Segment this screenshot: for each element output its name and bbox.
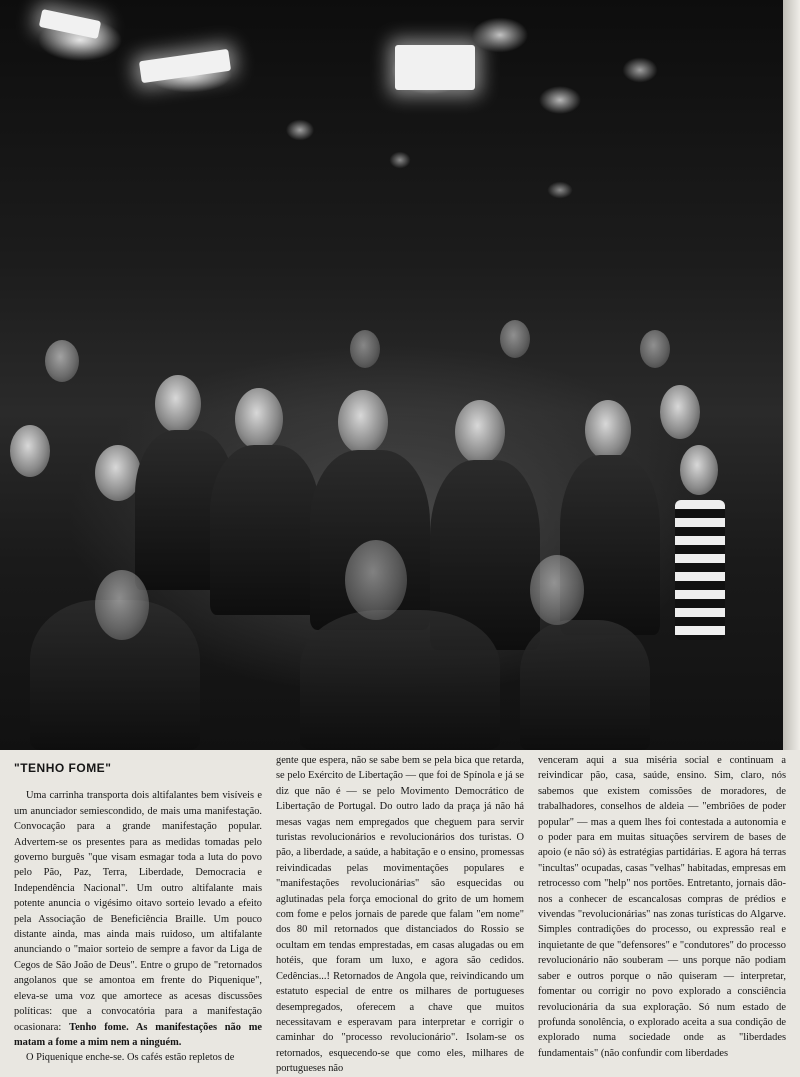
foreground-figure	[300, 610, 500, 750]
page-edge	[783, 0, 800, 750]
striped-sweater	[675, 500, 725, 640]
face	[680, 445, 718, 495]
face	[530, 555, 584, 625]
article-heading: "TENHO FOME"	[14, 761, 112, 775]
face	[235, 388, 283, 450]
banner-shape	[139, 49, 231, 83]
article-column-2	[276, 753, 524, 1075]
face	[10, 425, 50, 477]
article-column-1	[14, 753, 262, 1064]
paragraph: O Piquenique enche-se. Os cafés estão repletos de	[26, 1052, 235, 1064]
marcher-body	[210, 445, 320, 615]
paragraph	[14, 788, 262, 1050]
article	[14, 753, 786, 1075]
paragraph-text: Uma carrinha transporta dois altifalantes bem visíveis e um anunciador semiescondido, de mais uma manifestação. Convocação para a grande manifestação popular. Advertem-se os presentes para as medidas tomadas pelo governo burguês "que visam esmagar toda a luta do povo pelo Pão, Paz, Terra, Liberdade, Democracia e Independência Nacional". Um outro altifalante mais potente anuncia o vigésimo oitavo sorteio levado a efeito pela Associação de Beneficiência Braille. Um pouco distante ainda, mas ainda mais ruidoso, um altifalante anunciando o "maior sorteio de sempre a favor da Liga de Cegos de São João de Deus". Entre o grupo de "retornados angolanos que se amontoa em frente do Piquenique", eleva-se uma voz que amortece as acesas discussões políticas: que a convocatória para a manifestação ocasionara:	[14, 790, 262, 1033]
face	[345, 540, 407, 620]
banner-shape	[39, 9, 101, 39]
paragraph: gente que espera, não se sabe bem se pela bica que retarda, se pelo Exército de Libertação — que foi de Spínola e já se diz que não é — se pelo Movimento Democrático de Libertação de Portugal. Do outro lado da praça já não há mesas vagas nem empregados que cheguem para servir turistas revolucionários e revolucionários dos turistas. O pão, a liberdade, a saúde, a habitação e o ensino, promessas reivindicadas pelas movimentações populares e "manifestações revolucionárias" são esquecidas ou aglutinadas pela força emocional do grito de um homem com fome e pelos jornais de parede que falam "em nome" dos 80 mil retornados que distanciados do Rossio se ocultam em tendas emprestadas, em casas alugadas ou em hotéis, que foram um luxo, e agora são cedidos. Cedências...! Retornados de Angola que, reivindicando um estatuto especial de entre os milhares de portugueses desempregados, oferecem a chave que muitos necessitavam e esperavam para interpretar e corrigir o caminhar do "processo revolucionário". Isolam-se os retornados, esquecendo-se que como eles, milhares de portugueses não	[276, 755, 524, 1075]
face	[45, 340, 79, 382]
foreground-figure	[520, 620, 650, 750]
banner-shape	[395, 45, 475, 90]
face	[338, 390, 388, 454]
paragraph: venceram aqui a sua miséria social e continuam a reivindicar pão, casa, saúde, ensino. Sim, claro, nós sabemos que existem comissões de moradores, de trabalhadores, conselhos de aldeia — "embriões de poder popular" — mas a quem lhes foi contestada a autonomia e o poder para em muitas situações servirem de bases de apoio (e não só) às estratégias partidárias. E agora há terras "incultas" ocupadas, casas "velhas" habitadas, empresas em retrocesso com "help" nos portões. Entretanto, jornais dão-nos a conhecer de escancalosas compras de prédios e vivendas "revolucionárias" nas zonas turísticas do Algarve. Simples contradições do processo, ou expressão real e inquietante de que "defensores" e "condutores" do processo revolucionário não souberam — uns porque não podiam saber e outros porque o não quiseram — interpretar, fomentar ou corrigir no povo explorado a consciência revolucionária da sua exploração. Só num estado de profunda sonolência, o explorado aceita a sua condição de explorado numa sociedade onde as "liberdades fundamentais" (não confundir com liberdades	[538, 755, 786, 1059]
face	[455, 400, 505, 464]
article-column-3	[538, 753, 786, 1058]
bold-quote: Tenho fome. As manifestações não me matam a fome a mim nem a ninguém.	[14, 1021, 262, 1048]
face	[155, 375, 201, 433]
face	[350, 330, 380, 368]
face	[660, 385, 700, 439]
face	[640, 330, 670, 368]
face	[95, 570, 149, 640]
face	[500, 320, 530, 358]
face	[585, 400, 631, 460]
